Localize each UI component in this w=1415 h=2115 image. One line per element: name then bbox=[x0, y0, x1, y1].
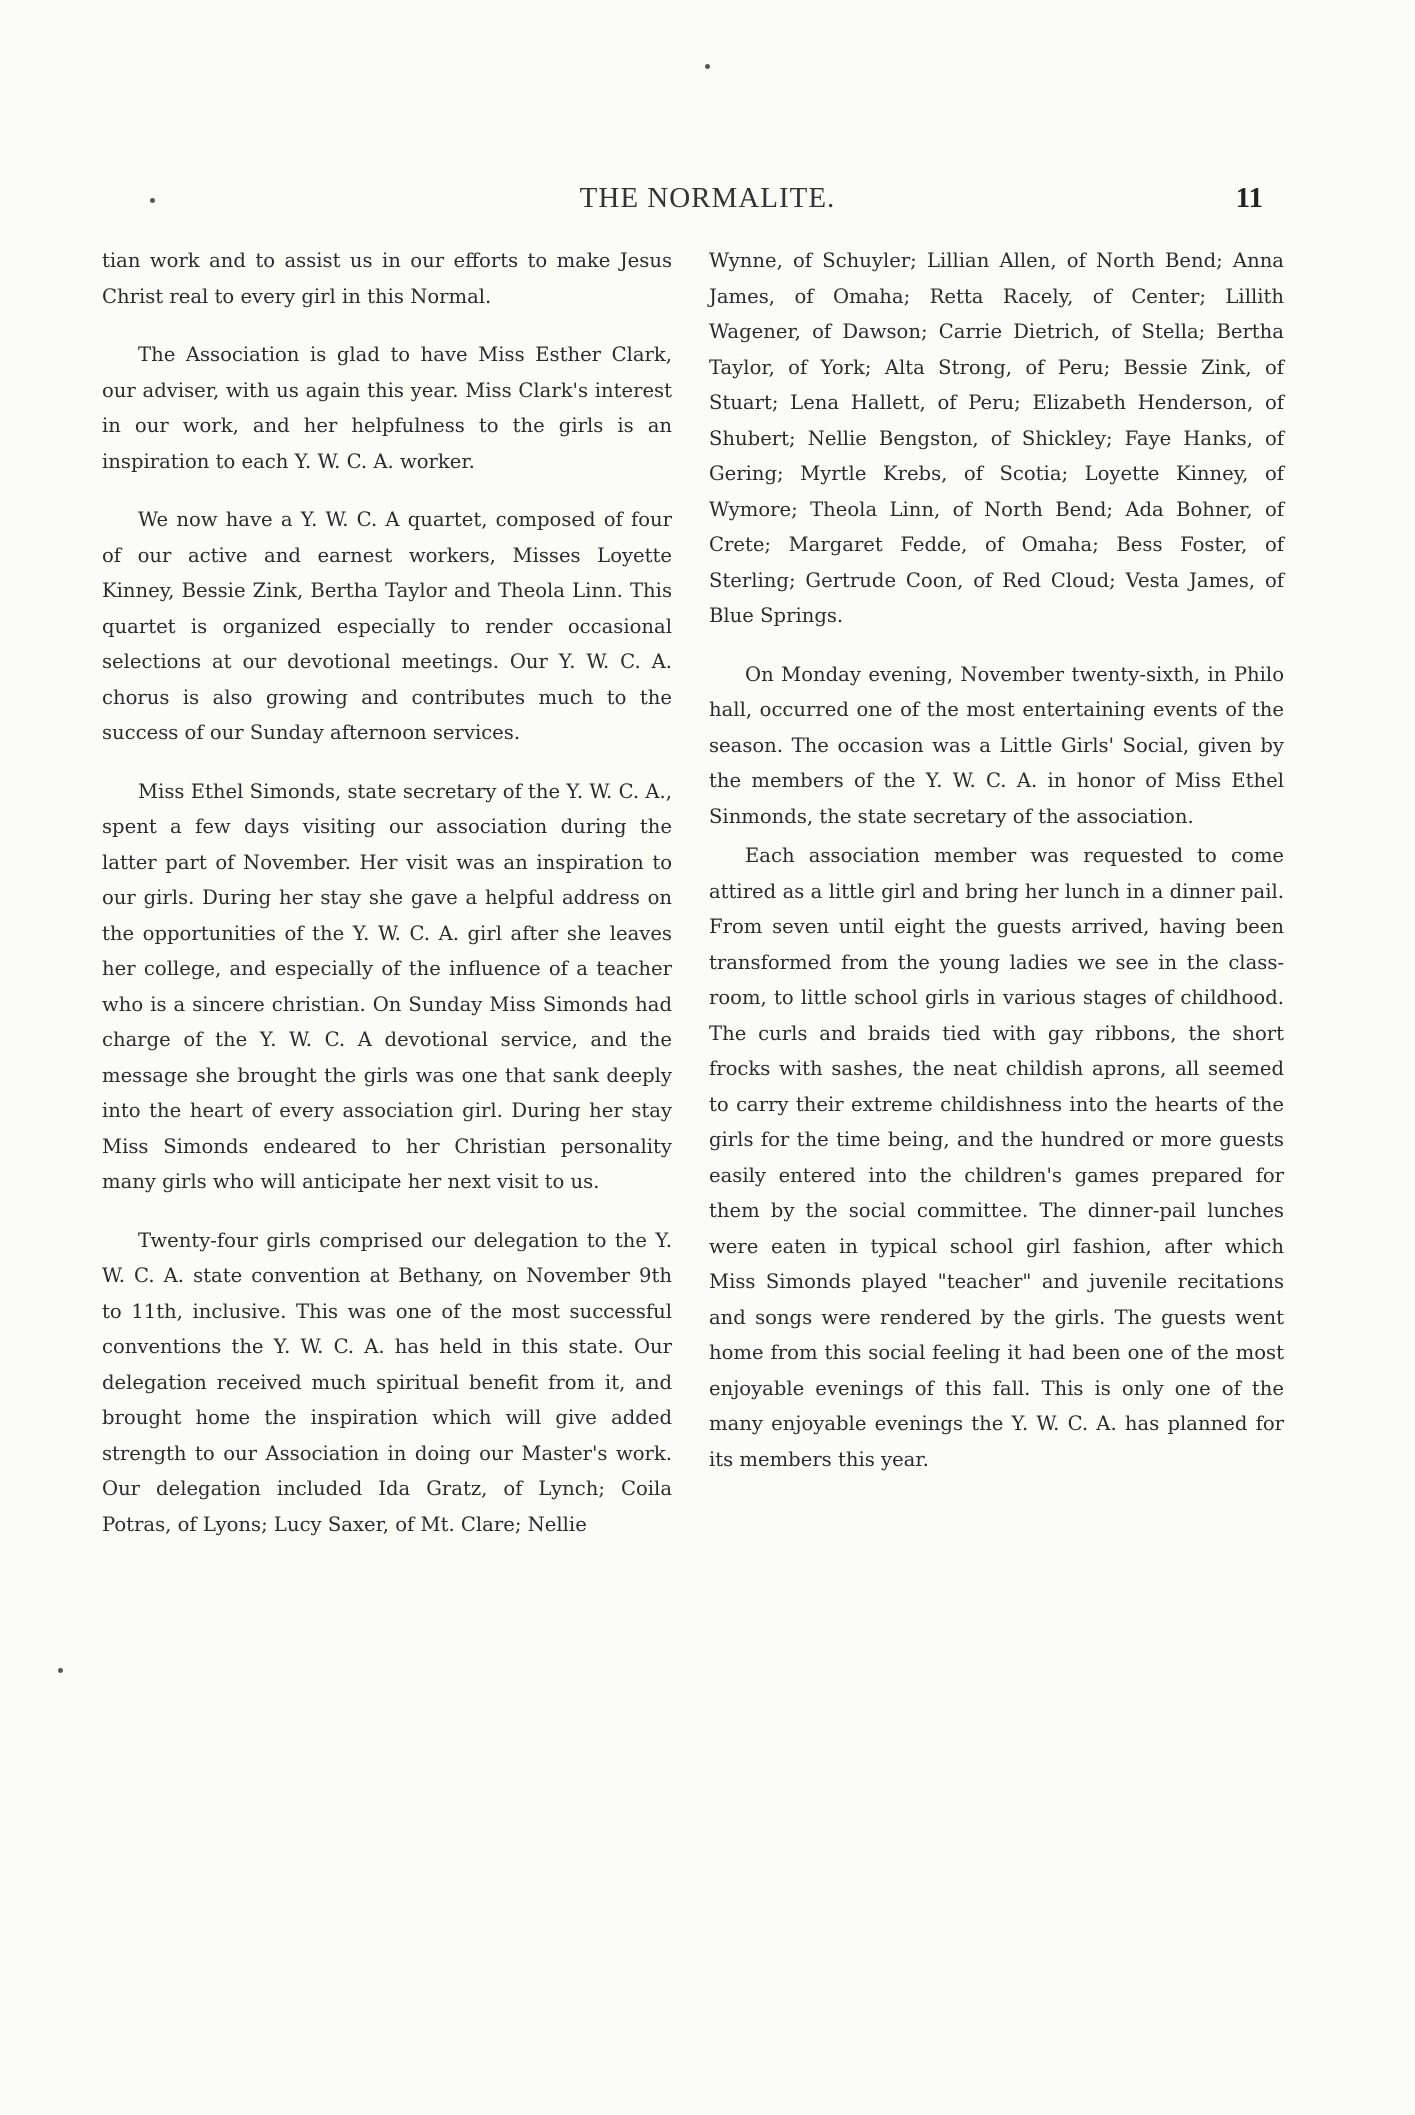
paragraph: tian work and to assist us in our efforts to make Jesus Christ real to every girl in this Normal. bbox=[102, 249, 672, 308]
margin-speck bbox=[58, 1668, 63, 1673]
paragraph: Twenty-four girls comprised our delegation to the Y. W. C. A. state convention at Bethany, on November 9th to 11th, inclusive. This was one of the most successful conventions the Y. W. C. A. has held in this state. Our delegation received much spiritual benefit from it, and brought home the inspiration which will give added strength to our Association in doing our Master's work. Our delegation included Ida Gratz, of Lynch; Coila Potras, of Lyons; Lucy Saxer, of Mt. Clare; Nellie bbox=[102, 1228, 672, 1536]
margin-speck bbox=[150, 198, 155, 203]
paragraph: The Association is glad to have Miss Esther Clark, our adviser, with us again this year. Miss Clark's interest in our work, and her helpfulness to the girls is an inspiration to each Y. W. C. A. worker. bbox=[102, 343, 672, 473]
page-header bbox=[0, 182, 1415, 222]
paragraph: We now have a Y. W. C. A quartet, composed of four of our active and earnest workers, Misses Loyette Kinney, Bessie Zink, Bertha Taylor and Theola Linn. This quartet is organized especially to render occasional selections at our devotional meetings. Our Y. W. C. A. chorus is also growing and contributes much to the success of our Sunday afternoon services. bbox=[102, 508, 672, 744]
left-column bbox=[102, 243, 672, 1542]
paragraph: Wynne, of Schuyler; Lillian Allen, of North Bend; Anna James, of Omaha; Retta Racely, of Center; Lillith Wagener, of Dawson; Carrie Dietrich, of Stella; Bertha Taylor, of York; Alta Strong, of Peru; Bessie Zink, of Stuart; Lena Hallett, of Peru; Elizabeth Henderson, of Shubert; Nellie Bengston, of Shickley; Faye Hanks, of Gering; Myrtle Krebs, of Scotia; Loyette Kinney, of Wymore; Theola Linn, of North Bend; Ada Bohner, of Crete; Margaret Fedde, of Omaha; Bess Foster, of Sterling; Gertrude Coon, of Red Cloud; Vesta James, of Blue Springs. bbox=[709, 249, 1284, 627]
running-title: THE NORMALITE. bbox=[579, 182, 836, 214]
paragraph: Each association member was requested to come attired as a little girl and bring her lunch in a dinner pail. From seven until eight the guests arrived, having been transformed from the young ladies we see in the class-room, to little school girls in various stages of childhood. The curls and braids tied with gay ribbons, the short frocks with sashes, the neat childish aprons, all seemed to carry their extreme childishness into the hearts of the girls for the time being, and the hundred or more guests easily entered into the children's games prepared for them by the social committee. The dinner-pail lunches were eaten in typical school girl fashion, after which Miss Simonds played "teacher" and juvenile recitations and songs were rendered by the girls. The guests went home from this social feeling it had been one of the most enjoyable evenings of this fall. This is only one of the many enjoyable evenings the Y. W. C. A. has planned for its members this year. bbox=[709, 844, 1284, 1471]
right-column bbox=[709, 243, 1284, 1477]
paragraph: On Monday evening, November twenty-sixth, in Philo hall, occurred one of the most entertaining events of the season. The occasion was a Little Girls' Social, given by the members of the Y. W. C. A. in honor of Miss Ethel Sinmonds, the state secretary of the association. bbox=[709, 662, 1284, 828]
paragraph: Miss Ethel Simonds, state secretary of the Y. W. C. A., spent a few days visiting our association during the latter part of November. Her visit was an inspiration to our girls. During her stay she gave a helpful address on the opportunities of the Y. W. C. A. girl after she leaves her college, and especially of the influence of a teacher who is a sincere christian. On Sunday Miss Simonds had charge of the Y. W. C. A devotional service, and the message she brought the girls was one that sank deeply into the heart of every association girl. During her stay Miss Simonds endeared to her Christian personality many girls who will anticipate her next visit to us. bbox=[102, 779, 672, 1193]
page-number: 11 bbox=[1235, 182, 1263, 214]
margin-speck bbox=[705, 64, 710, 69]
